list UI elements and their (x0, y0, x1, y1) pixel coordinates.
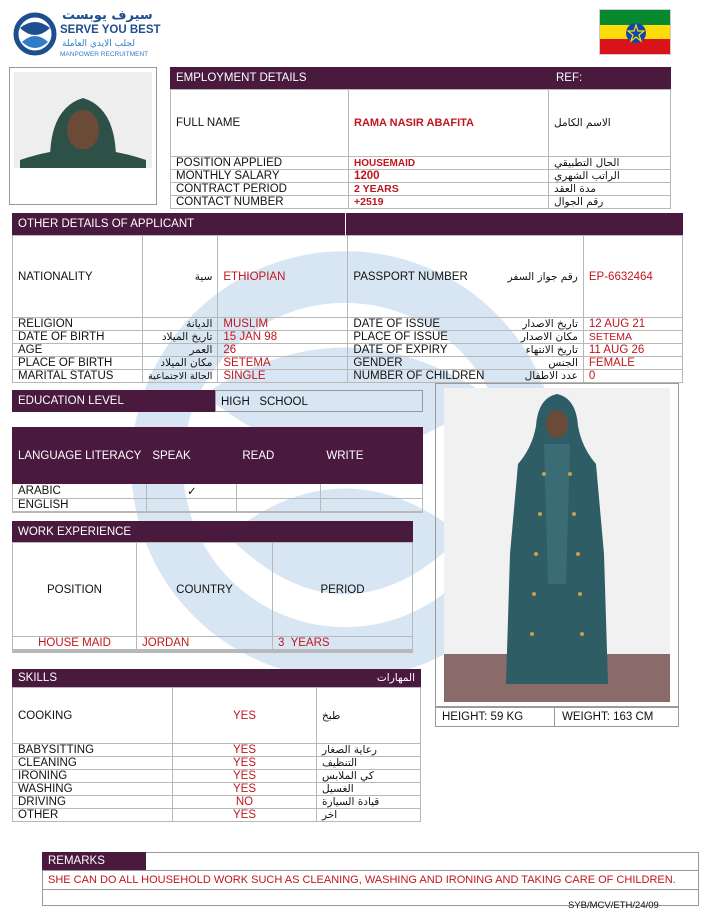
table-row (13, 331, 683, 344)
skill-label-ar: كي الملابس (317, 770, 421, 783)
logo-arabic-tagline: لجلب الايدي العاملة (62, 39, 135, 49)
age-value: 26 (218, 344, 348, 357)
table-row (171, 170, 671, 183)
row-label: PASSPORT NUMBER (348, 236, 489, 318)
table-row (13, 796, 421, 809)
work-experience-header: WORK EXPERIENCE (12, 521, 413, 542)
skill-label: BABYSITTING (13, 744, 173, 757)
skill-value: NO (173, 796, 317, 809)
table-row (13, 688, 421, 744)
religion-value: MUSLIM (218, 318, 348, 331)
table-row (13, 484, 423, 499)
skill-label: COOKING (13, 688, 173, 744)
logo-tagline: MANPOWER RECRUITMENT (60, 51, 149, 58)
skill-label-ar: طبخ (317, 688, 421, 744)
table-row (13, 637, 413, 650)
skill-label: WASHING (13, 783, 173, 796)
table-row (13, 783, 421, 796)
full-body-image (436, 384, 678, 706)
language-header-row (13, 428, 423, 484)
employment-table (170, 89, 671, 209)
work-country (137, 652, 273, 653)
language-name: ENGLISH (13, 499, 147, 512)
skill-value: YES (173, 688, 317, 744)
row-label: FULL NAME (171, 90, 349, 157)
row-label: CONTACT NUMBER (171, 196, 349, 209)
write-col-header: WRITE (321, 428, 423, 484)
table-row (171, 157, 671, 170)
ethiopia-flag (599, 9, 671, 55)
education-section (12, 390, 423, 412)
table-row (13, 770, 421, 783)
row-label-ar: عدد الاطفال (489, 370, 583, 383)
skill-label: OTHER (13, 809, 173, 822)
table-row (171, 183, 671, 196)
employment-header-title: EMPLOYMENT DETAILS (176, 72, 307, 84)
logo-arabic-name: سيرف يوبست (62, 8, 153, 23)
row-label: GENDER (348, 357, 489, 370)
work-period (273, 652, 413, 653)
row-label: AGE (13, 344, 143, 357)
skill-value: YES (173, 744, 317, 757)
row-label: MARITAL STATUS (13, 370, 143, 383)
logo-name: SERVE YOU BEST (60, 24, 161, 36)
applicant-portrait-photo (9, 67, 157, 205)
other-details-header (12, 213, 683, 235)
read-cell (237, 499, 321, 512)
row-label-ar: الحالة الاجتماعية (143, 370, 218, 383)
table-row (13, 318, 683, 331)
skills-title: SKILLS (18, 672, 57, 684)
gender-value: FEMALE (583, 357, 682, 370)
row-label-ar: مكان الاصدار (489, 331, 583, 344)
write-cell (321, 499, 423, 512)
table-row (13, 757, 421, 770)
skill-value: YES (173, 809, 317, 822)
marital-status-value: SINGLE (218, 370, 348, 383)
ref-label: REF: (556, 72, 583, 84)
row-label: DATE OF BIRTH (13, 331, 143, 344)
speak-cell (147, 512, 237, 513)
date-of-expiry-value: 11 AUG 26 (583, 344, 682, 357)
work-period: 3 YEARS (273, 637, 413, 650)
monthly-salary-value: 1200 (349, 170, 549, 183)
skill-label-ar: الغسيل (317, 783, 421, 796)
table-row (13, 744, 421, 757)
period-col-header: PERIOD (273, 543, 413, 637)
table-row (13, 370, 683, 383)
work-country: JORDAN (137, 637, 273, 650)
language-name: ARABIC (13, 484, 147, 499)
table-row (13, 499, 423, 512)
other-details-section (12, 213, 683, 383)
row-label: DATE OF EXPIRY (348, 344, 489, 357)
full-name-value: RAMA NASIR ABAFITA (349, 90, 549, 157)
row-label-ar: تاريخ الانتهاء (489, 344, 583, 357)
skills-section (12, 669, 421, 822)
row-label-ar: الحال التطبيقي (549, 157, 671, 170)
applicant-full-photo (435, 383, 679, 707)
row-label: POSITION APPLIED (171, 157, 349, 170)
row-label: DATE OF ISSUE (348, 318, 489, 331)
read-cell (237, 484, 321, 499)
row-label: PLACE OF BIRTH (13, 357, 143, 370)
table-row (171, 90, 671, 157)
table-row (13, 512, 423, 513)
skill-value: YES (173, 770, 317, 783)
logo-emblem-icon (12, 10, 58, 58)
skill-value: YES (173, 757, 317, 770)
other-details-title: OTHER DETAILS OF APPLICANT (18, 218, 195, 230)
table-row (13, 344, 683, 357)
remarks-header: REMARKS (42, 852, 146, 870)
skills-table (12, 687, 421, 822)
position-col-header: POSITION (13, 543, 137, 637)
row-label-ar: الجنس (489, 357, 583, 370)
measurements-row (435, 707, 679, 727)
table-row (13, 809, 421, 822)
row-label: NUMBER OF CHILDREN (348, 370, 489, 383)
height-value: HEIGHT: 59 KG (442, 711, 524, 723)
skill-label: CLEANING (13, 757, 173, 770)
weight-value: WEIGHT: 163 CM (562, 711, 654, 723)
skills-header (12, 669, 421, 687)
work-experience-section (12, 521, 413, 653)
skill-label: IRONING (13, 770, 173, 783)
row-label-ar: الاسم الكامل (549, 90, 671, 157)
skill-label: DRIVING (13, 796, 173, 809)
row-label: PLACE OF ISSUE (348, 331, 489, 344)
row-label-ar: الديانة (143, 318, 218, 331)
work-experience-table (12, 542, 413, 653)
table-row (13, 652, 413, 653)
table-row (13, 236, 683, 318)
position-applied-value: HOUSEMAID (349, 157, 549, 170)
flag-star-icon (625, 22, 647, 44)
other-details-table (12, 235, 683, 383)
number-of-children-value: 0 (583, 370, 682, 383)
row-label: CONTRACT PERIOD (171, 183, 349, 196)
nationality-value: ETHIOPIAN (218, 236, 348, 318)
work-col-headers (13, 543, 413, 637)
work-position: HOUSE MAID (13, 637, 137, 650)
date-of-issue-value: 12 AUG 21 (583, 318, 682, 331)
row-label-ar: مدة العقد (549, 183, 671, 196)
employment-header (170, 67, 671, 89)
table-row (171, 196, 671, 209)
row-label-ar: العمر (143, 344, 218, 357)
row-label-ar: مكان الميلاد (143, 357, 218, 370)
passport-number-value: EP-6632464 (583, 236, 682, 318)
row-label-ar: رقم الجوال (549, 196, 671, 209)
row-label: MONTHLY SALARY (171, 170, 349, 183)
row-label-ar: سية (143, 236, 218, 318)
footer-code: SYB/MCV/ETH/24/09 (568, 900, 659, 911)
speak-cell (147, 499, 237, 512)
row-label: NATIONALITY (13, 236, 143, 318)
contact-number-value: +2519 (349, 196, 549, 209)
date-of-birth-value: 15 JAN 98 (218, 331, 348, 344)
table-row (13, 357, 683, 370)
write-cell (321, 484, 423, 499)
speak-col-header: SPEAK (147, 428, 237, 484)
skill-label-ar: التنظيف (317, 757, 421, 770)
language-name (13, 512, 147, 513)
education-label: EDUCATION LEVEL (12, 390, 215, 412)
place-of-issue-value: SETEMA (583, 331, 682, 344)
skill-label-ar: قيادة السيارة (317, 796, 421, 809)
row-label-ar: الراتب الشهري (549, 170, 671, 183)
remarks-text: SHE CAN DO ALL HOUSEHOLD WORK SUCH AS CLEANING, WASHING AND IRONING AND TAKING CARE OF CHILDREN. (42, 870, 699, 890)
country-col-header: COUNTRY (137, 543, 273, 637)
read-col-header: READ (237, 428, 321, 484)
work-position (13, 652, 137, 653)
row-label-ar: تاريخ الاصدار (489, 318, 583, 331)
skill-label-ar: رعاية الصغار (317, 744, 421, 757)
check-icon: ✓ (147, 484, 237, 499)
language-section (12, 427, 423, 513)
place-of-birth-value: SETEMA (218, 357, 348, 370)
skill-label-ar: اخر (317, 809, 421, 822)
employment-details-section (170, 67, 671, 209)
write-cell (321, 512, 423, 513)
row-label-ar: تاريخ الميلاد (143, 331, 218, 344)
portrait-image (10, 68, 156, 204)
contract-period-value: 2 YEARS (349, 183, 549, 196)
company-logo (12, 8, 162, 60)
language-table (12, 427, 423, 513)
read-cell (237, 512, 321, 513)
row-label: RELIGION (13, 318, 143, 331)
row-label-ar: رقم جواز السفر (489, 236, 583, 318)
language-col-header: LANGUAGE LITERACY (13, 428, 147, 484)
skill-value: YES (173, 783, 317, 796)
skills-title-ar: المهارات (376, 672, 415, 684)
education-value: HIGH SCHOOL (215, 390, 423, 412)
